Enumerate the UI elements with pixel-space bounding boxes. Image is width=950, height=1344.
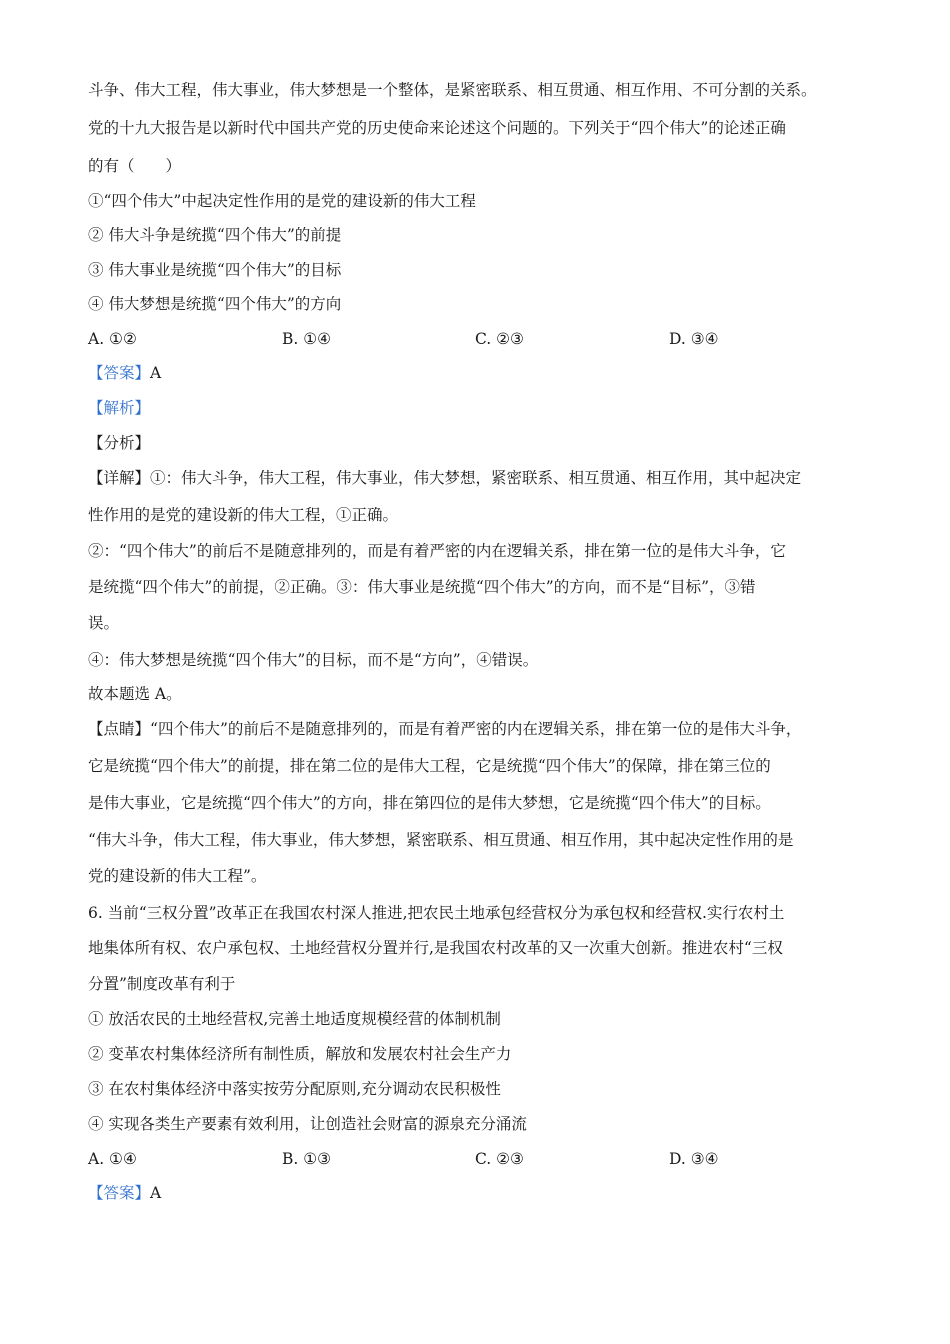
q5-item: ③ 伟大事业是统揽“四个伟大”的目标 (88, 261, 342, 279)
option-d: D. ③④ (669, 330, 719, 348)
q6-item: ④ 实现各类生产要素有效利用，让创造社会财富的源泉充分涌流 (88, 1115, 527, 1133)
q6-answer-line (88, 1183, 878, 1203)
dianjing-text: “四个伟大”的前后不是随意排列的，而是有着严密的内在逻辑关系，排在第一位的是伟大斗争， (150, 720, 802, 738)
q6-item: ③ 在农村集体经济中落实按劳分配原则,充分调动农民积极性 (88, 1080, 501, 1098)
answer-value: A (150, 1184, 162, 1202)
analysis-tag: 【解析】 (88, 399, 151, 417)
detail-text: ①：伟大斗争，伟大工程，伟大事业，伟大梦想，紧密联系、相互贯通、相互作用，其中起决定 (150, 469, 802, 487)
dianjing-line: 是伟大事业，它是统揽“四个伟大”的方向，排在第四位的是伟大梦想，它是统揽“四个伟大”的目标。 (88, 794, 771, 812)
dianjing-line (88, 719, 878, 739)
q5-stem-line: 斗争、伟大工程，伟大事业，伟大梦想是一个整体，是紧密联系、相互贯通、相互作用、不可分割的关系。 (88, 81, 817, 99)
option-c: C. ②③ (475, 1150, 524, 1168)
detail-line (88, 468, 878, 488)
detail-line: ④：伟大梦想是统揽“四个伟大”的目标，而不是“方向”，④错误。 (88, 651, 539, 669)
q6-item: ① 放活农民的土地经营权,完善土地适度规模经营的体制机制 (88, 1010, 501, 1028)
detail-line: ②：“四个伟大”的前后不是随意排列的，而是有着严密的内在逻辑关系，排在第一位的是伟大斗争，它 (88, 542, 786, 560)
detail-line: 误。 (88, 614, 120, 632)
fenxi-tag: 【分析】 (88, 434, 151, 452)
dianjing-tag: 【点睛】 (88, 720, 151, 738)
q5-answer-line (88, 363, 878, 383)
q6-stem-line: 6. 当前“三权分置”改革正在我国农村深人推进,把农民土地承包经营权分为承包权和经营权.实行农村土 (88, 904, 785, 922)
q6-item: ② 变革农村集体经济所有制性质，解放和发展农村社会生产力 (88, 1045, 512, 1063)
answer-tag: 【答案】 (88, 364, 151, 382)
q5-stem-line: 党的十九大报告是以新时代中国共产党的历史使命来论述这个问题的。下列关于“四个伟大”的论述正确 (88, 119, 786, 137)
detail-line: 性作用的是党的建设新的伟大工程，①正确。 (88, 506, 399, 524)
q5-stem-line: 的有（ ） (88, 157, 182, 175)
detail-tag: 【详解】 (88, 469, 151, 487)
option-a: A. ①② (88, 330, 137, 348)
q5-item: ② 伟大斗争是统揽“四个伟大”的前提 (88, 226, 342, 244)
option-b: B. ①④ (282, 330, 332, 348)
detail-line: 是统揽“四个伟大”的前提，②正确。③：伟大事业是统揽“四个伟大”的方向，而不是“目标”，③错 (88, 578, 756, 596)
dianjing-line: 它是统揽“四个伟大”的前提，排在第二位的是伟大工程，它是统揽“四个伟大”的保障，排在第三位的 (88, 757, 771, 775)
q5-item: ①“四个伟大”中起决定性作用的是党的建设新的伟大工程 (88, 192, 476, 210)
option-b: B. ①③ (282, 1150, 332, 1168)
option-d: D. ③④ (669, 1150, 719, 1168)
option-a: A. ①④ (88, 1150, 137, 1168)
answer-value: A (150, 364, 162, 382)
q6-stem-line: 地集体所有权、农户承包权、土地经营权分置并行,是我国农村改革的又一次重大创新。推进农村“三权 (88, 939, 783, 957)
answer-tag: 【答案】 (88, 1184, 151, 1202)
dianjing-line: “伟大斗争，伟大工程，伟大事业，伟大梦想，紧密联系、相互贯通、相互作用，其中起决定性作用的是 (88, 831, 794, 849)
option-c: C. ②③ (475, 330, 524, 348)
q5-item: ④ 伟大梦想是统揽“四个伟大”的方向 (88, 295, 342, 313)
q6-stem-line: 分置”制度改革有利于 (88, 975, 236, 993)
detail-line: 故本题选 A。 (88, 685, 182, 703)
dianjing-line: 党的建设新的伟大工程”。 (88, 867, 267, 885)
